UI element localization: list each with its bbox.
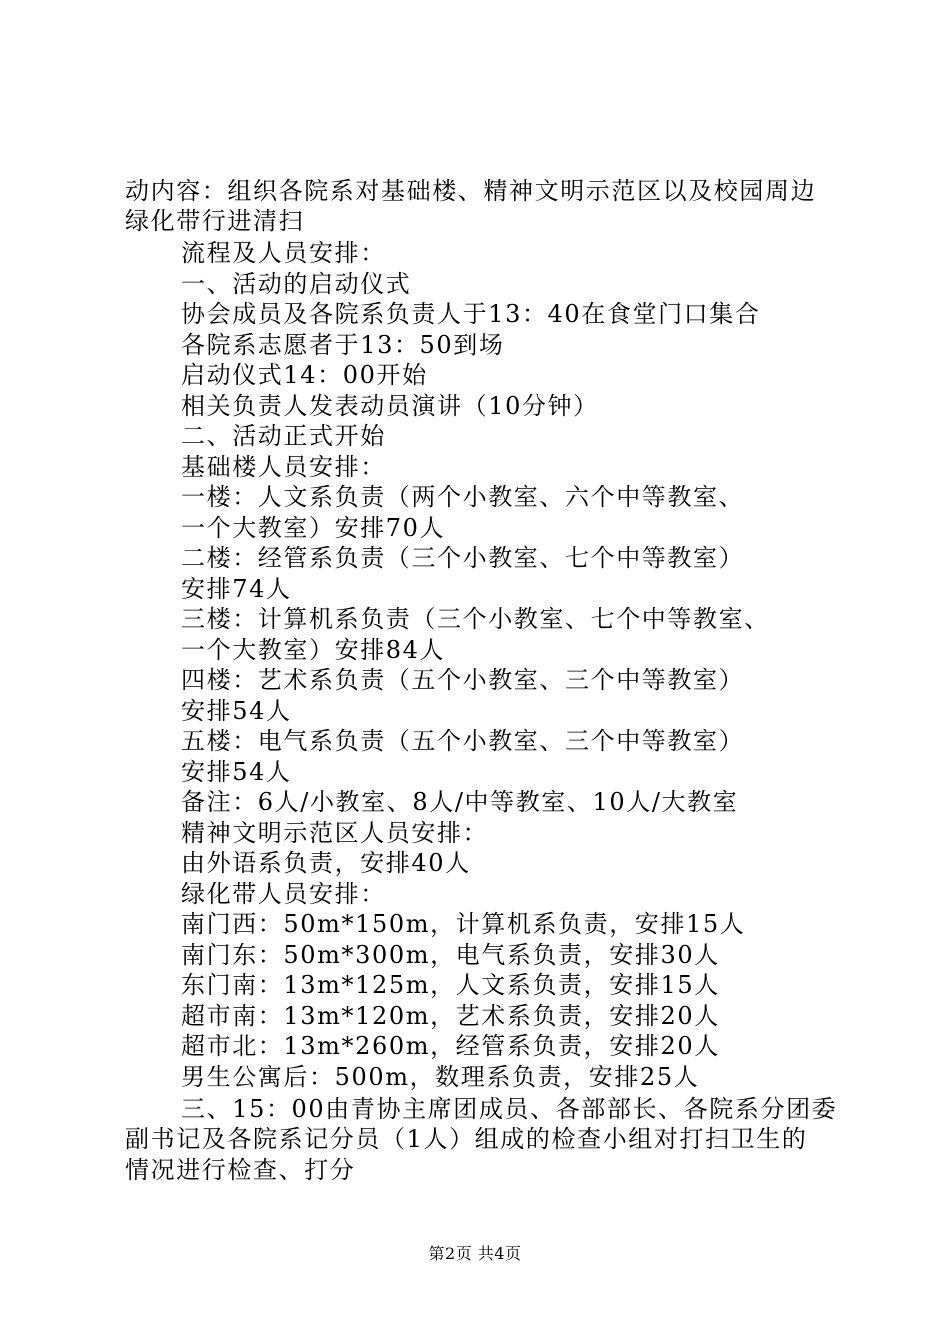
paragraph-line: 基础楼人员安排： (181, 453, 386, 481)
paragraph-line: 男生公寓后：500m，数理系负责，安排25人 (181, 1063, 700, 1091)
paragraph-line: 由外语系负责，安排40人 (181, 849, 471, 877)
paragraph-line: 三楼：计算机系负责（三个小教室、七个中等教室、 (181, 605, 770, 633)
paragraph-line: 南门西：50m*150m，计算机系负责，安排15人 (181, 910, 746, 938)
paragraph-line: 一个大教室）安排84人 (181, 636, 446, 664)
paragraph-line: 安排74人 (181, 575, 292, 603)
paragraph-line: 南门东：50m*300m，电气系负责，安排30人 (181, 941, 720, 969)
paragraph-line: 各院系志愿者于13：50到场 (181, 331, 505, 359)
paragraph-line: 精神文明示范区人员安排： (181, 819, 489, 847)
paragraph-line: 绿化带人员安排： (181, 880, 386, 908)
paragraph-line: 流程及人员安排： (181, 239, 386, 267)
paragraph-line: 情况进行检查、打分 (125, 1156, 356, 1184)
paragraph-line: 五楼：电气系负责（五个小教室、三个中等教室） (181, 727, 745, 755)
paragraph-line: 协会成员及各院系负责人于13：40在食堂门口集合 (181, 300, 761, 328)
paragraph-line: 安排54人 (181, 697, 292, 725)
section-heading: 二、活动正式开始 (181, 422, 386, 450)
paragraph-line: 四楼：艺术系负责（五个小教室、三个中等教室） (181, 666, 745, 694)
paragraph-line: 动内容：组织各院系对基础楼、精神文明示范区以及校园周边 (125, 177, 817, 205)
paragraph-line: 东门南：13m*125m，人文系负责，安排15人 (181, 971, 720, 999)
paragraph-line: 超市北：13m*260m，经管系负责，安排20人 (181, 1032, 720, 1060)
paragraph-line: 三、15：00由青协主席团成员、各部部长、各院系分团委 (181, 1095, 838, 1123)
paragraph-line: 二楼：经管系负责（三个小教室、七个中等教室） (181, 544, 745, 572)
paragraph-line: 超市南：13m*120m，艺术系负责，安排20人 (181, 1002, 720, 1030)
paragraph-line: 启动仪式14：00开始 (181, 361, 428, 389)
paragraph-line: 相关负责人发表动员演讲（10分钟） (181, 392, 599, 420)
paragraph-line: 副书记及各院系记分员（1人）组成的检查小组对打扫卫生的 (125, 1125, 808, 1153)
paragraph-line: 一楼：人文系负责（两个小教室、六个中等教室、 (181, 483, 745, 511)
paragraph-line: 安排54人 (181, 758, 292, 786)
paragraph-line: 备注：6人/小教室、8人/中等教室、10人/大教室 (181, 788, 739, 816)
section-heading: 一、活动的启动仪式 (181, 270, 412, 298)
page-number-footer: 第2页 共4页 (428, 1244, 522, 1263)
paragraph-line: 一个大教室）安排70人 (181, 514, 446, 542)
paragraph-line: 绿化带行进清扫 (125, 207, 305, 235)
